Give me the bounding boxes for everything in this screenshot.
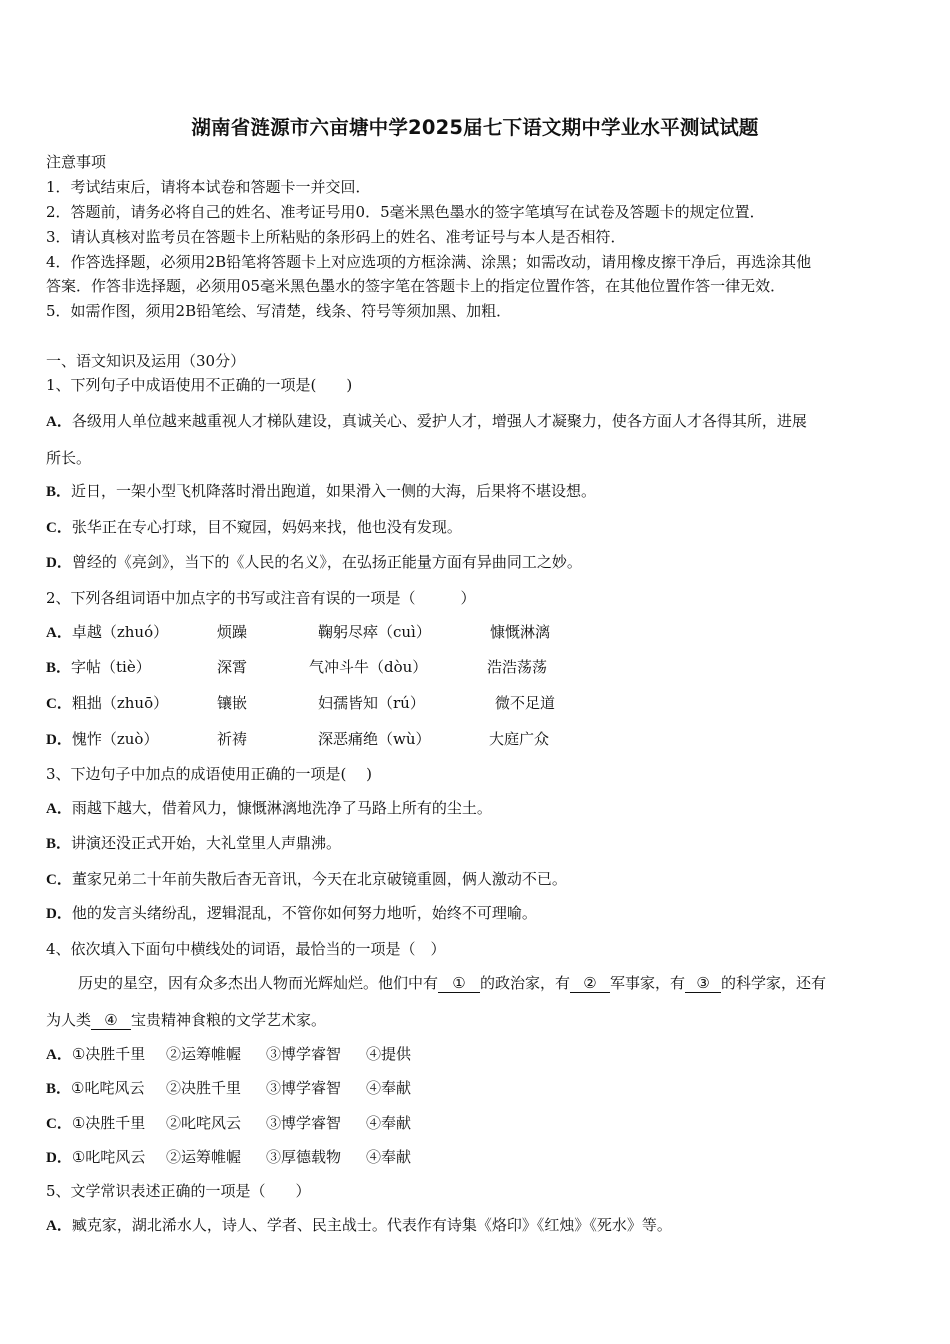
q2-d-col1: 愧怍（zuò） [71,730,159,748]
q3-option-c [46,869,567,890]
q2-c-col1: 粗拙（zhuō） [71,694,169,712]
q2-a-col1: 卓越（zhuó） [71,623,169,641]
passage-text: 宝贵精神食粮的文学艺术家。 [131,1011,327,1029]
option-label: A． [46,801,72,817]
q1-option-c [46,517,462,538]
q1-stem: 1、下列句子中成语使用不正确的一项是( ) [46,376,353,394]
q4-c-2: ②叱咤风云 [166,1114,242,1132]
q2-d-col2: 祈祷 [217,730,248,748]
q2-a-col4: 慷慨淋漓 [490,623,551,641]
passage-text: 历史的星空，因有众多杰出人物而光辉灿烂。他们中有 [78,974,439,992]
q3-option-b [46,833,341,854]
passage-text: 的科学家，还有 [721,974,827,992]
option-text: 雨越下越大，借着风力，慷慨淋漓地洗净了马路上所有的尘土。 [71,799,492,817]
section-heading: 一、语文知识及运用（30分） [46,352,246,370]
passage-text: 的政治家，有 [480,974,571,992]
blank-1: ① [438,974,480,993]
option-label: D． [46,732,72,748]
option-label: D． [46,906,72,922]
q2-c-col4: 微不足道 [495,694,556,712]
choice: ①叱咤风云 [71,1079,145,1097]
q1-option-a [46,411,807,432]
q3-option-d [46,903,537,924]
q2-option-a [46,622,168,643]
notice-item-3: 3．请认真核对监考员在答题卡上所粘贴的条形码上的姓名、准考证号与本人是否相符． [46,228,626,246]
q2-a-col3: 鞠躬尽瘁（cuì） [318,623,431,641]
option-text: 张华正在专心打球，目不窥园，妈妈来找，他也没有发现。 [71,518,462,536]
option-label: B． [46,836,72,852]
q2-b-col1: 字帖（tiè） [71,658,151,676]
q4-c-3: ③博学睿智 [266,1114,342,1132]
option-label: C． [46,1116,72,1132]
q4-c-4: ④奉献 [366,1114,412,1132]
q4-option-d [46,1147,145,1168]
blank-4: ④ [91,1011,131,1030]
option-label: B． [46,660,72,676]
passage-text: 为人类 [46,1011,92,1029]
q4-option-b [46,1078,144,1099]
q4-a-4: ④提供 [366,1045,412,1063]
q2-d-col3: 深恶痛绝（wù） [318,730,431,748]
option-label: A． [46,414,72,430]
option-label: D． [46,1150,72,1166]
q4-d-3: ③厚德载物 [266,1148,342,1166]
option-text: 他的发言头绪纷乱，逻辑混乱，不管你如何努力地听，始终不可理喻。 [71,904,537,922]
option-label: C． [46,872,72,888]
q2-a-col2: 烦躁 [217,623,248,641]
option-label: C． [46,520,72,536]
q2-b-col3: 气冲斗牛（dòu） [309,658,428,676]
q4-a-3: ③博学睿智 [266,1045,342,1063]
choice: ①决胜千里 [71,1045,146,1063]
q2-option-b [46,657,151,678]
notice-item-5: 5．如需作图，须用2B铅笔绘、写清楚，线条、符号等须加黑、加粗． [46,302,512,320]
q4-option-a [46,1044,145,1065]
option-label: D． [46,555,72,571]
notice-item-2: 2．答题前，请务必将自己的姓名、准考证号用0．5毫米黑色墨水的签字笔填写在试卷及答题卡的规定位置． [46,203,765,221]
q4-b-2: ②决胜千里 [166,1079,242,1097]
option-text: 臧克家，湖北浠水人，诗人、学者、民主战士。代表作有诗集《烙印》《红烛》《死水》等。 [71,1216,672,1234]
q2-option-d [46,729,158,750]
notice-item-4: 4．作答选择题，必须用2B铅笔将答题卡上对应选项的方框涂满、涂黑；如需改动，请用橡皮擦干净后，再选涂其他 [46,253,812,271]
q4-d-4: ④奉献 [366,1148,412,1166]
q4-stem: 4、依次填入下面句中横线处的词语，最恰当的一项是（ ） [46,940,446,958]
q3-option-a [46,798,492,819]
q2-d-col4: 大庭广众 [489,730,550,748]
notice-item-4-cont: 答案．作答非选择题，必须用05毫米黑色墨水的签字笔在答题卡上的指定位置作答，在其他位置作答一律无效． [46,277,786,295]
q4-d-2: ②运筹帷幄 [166,1148,242,1166]
notice-item-1: 1．考试结束后，请将本试卷和答题卡一并交回． [46,178,371,196]
q4-passage-line1 [78,973,826,993]
option-text: 讲演还没正式开始，大礼堂里人声鼎沸。 [71,834,342,852]
q3-stem: 3、下边句子中加点的成语使用正确的一项是( ) [46,765,373,783]
q4-passage-line2 [46,1010,326,1030]
q4-b-4: ④奉献 [366,1079,412,1097]
q2-stem: 2、下列各组词语中加点字的书写或注音有误的一项是（ ） [46,589,476,607]
blank-3: ③ [685,974,721,993]
notice-heading: 注意事项 [46,153,107,171]
q4-option-c [46,1113,145,1134]
q2-b-col2: 深霄 [217,658,248,676]
option-label: C． [46,696,72,712]
passage-text: 军事家，有 [610,974,686,992]
option-label: A． [46,625,72,641]
option-label: B． [46,484,72,500]
option-text: 各级用人单位越来越重视人才梯队建设，真诚关心、爱护人才，增强人才凝聚力，使各方面人才各得其所，进展 [71,412,807,430]
blank-2: ② [570,974,610,993]
option-text: 董家兄弟二十年前失散后杳无音讯，今天在北京破镜重圆，俩人激动不已。 [71,870,567,888]
q2-c-col3: 妇孺皆知（rú） [318,694,425,712]
option-label: B． [46,1081,72,1097]
q1-option-b [46,481,596,502]
q1-option-a-cont: 所长。 [46,449,92,467]
q2-c-col2: 镶嵌 [217,694,248,712]
q4-a-2: ②运筹帷幄 [166,1045,242,1063]
page-title: 湖南省涟源市六亩塘中学2025届七下语文期中学业水平测试试题 [191,116,759,139]
choice: ①叱咤风云 [71,1148,146,1166]
q2-option-c [46,693,168,714]
choice: ①决胜千里 [71,1114,146,1132]
q1-option-d [46,552,582,573]
q5-stem: 5、文学常识表述正确的一项是（ ） [46,1182,311,1200]
option-text: 曾经的《亮剑》，当下的《人民的名义》，在弘扬正能量方面有异曲同工之妙。 [71,553,582,571]
option-text: 近日，一架小型飞机降落时滑出跑道，如果滑入一侧的大海，后果将不堪设想。 [71,482,597,500]
q5-option-a [46,1215,672,1236]
option-label: A． [46,1218,72,1234]
q4-b-3: ③博学睿智 [266,1079,342,1097]
option-label: A． [46,1047,72,1063]
q2-b-col4: 浩浩荡荡 [487,658,548,676]
